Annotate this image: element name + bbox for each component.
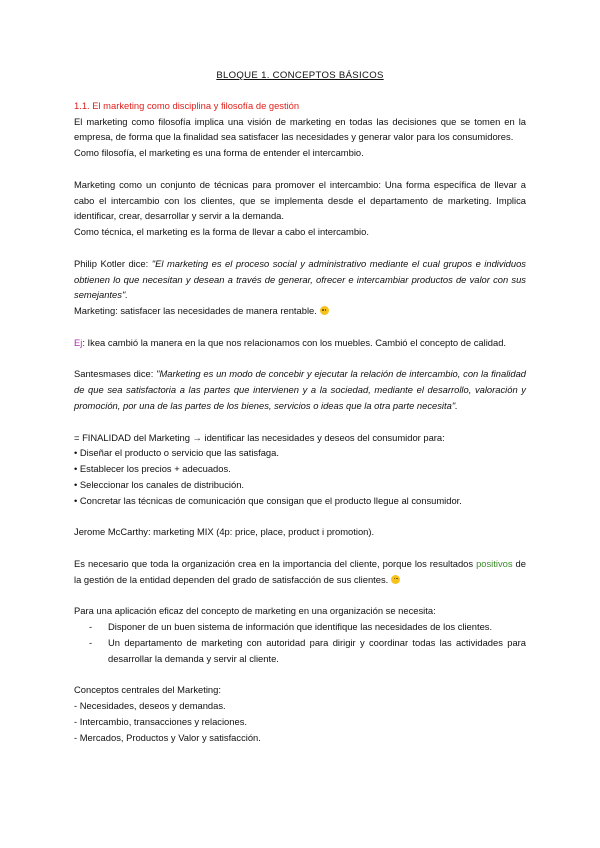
- kotler-quote: "El marketing es el proceso social y administrativo mediante el cual grupos e individuos obtienen lo que necesitan y desean a través de generar, ofrecer e intercambiar productos de valor con sus semejantes".: [74, 257, 526, 301]
- paragraph-philosophy: El marketing como filosofía implica una visión de marketing en todas las decisiones que se tomen en la empresa, de forma que la finalidad sea satisfacer las necesidades y generar valor para los consumidores.: [74, 115, 526, 143]
- aplicacion-list: [74, 619, 526, 666]
- example-paragraph: [74, 335, 526, 351]
- finalidad-list: [74, 445, 526, 508]
- kotler-summary: Marketing: satisfacer las necesidades de manera rentable.: [74, 305, 317, 317]
- santesmases-quote: "Marketing es un modo de concebir y ejecutar la relación de intercambio, con la finalidad de que sea satisfactoria a las partes que intervienen y a la sociedad, mediante el desarrollo, valoración y promoción, por una de las partes de los bienes, servicios o ideas que la otra parte necesita".: [74, 368, 527, 411]
- paragraph-techniques: Marketing como un conjunto de técnicas para promover el intercambio: Una forma específica de llevar a cabo el intercambio con los clientes, que se implementa desde el departamento de marketing. Implica identificar, crear, desarrollar y servir a la demanda.: [74, 178, 526, 222]
- list-item: - Necesidades, deseos y demandas.: [74, 700, 226, 712]
- example-label: Ej: [74, 336, 83, 348]
- kotler-intro: Philip Kotler dice:: [74, 257, 152, 269]
- grinning-face-emoji-icon: [391, 575, 400, 584]
- list-item: - Mercados, Productos y Valor y satisfacción.: [74, 731, 261, 743]
- importance-positive-word: positivos: [476, 557, 513, 569]
- importance-paragraph: [74, 556, 526, 588]
- finalidad-intro: = FINALIDAD del Marketing → identificar las necesidades y deseos del consumidor para:: [74, 431, 445, 443]
- kotler-quote-paragraph: [74, 256, 526, 303]
- list-item: • Diseñar el producto o servicio que las satisfaga.: [74, 447, 279, 459]
- list-item: • Seleccionar los canales de distribución.: [74, 478, 245, 490]
- importance-pre: Es necesario que toda la organización crea en la importancia del cliente, porque los resultados: [74, 557, 477, 569]
- page-title: BLOQUE 1. CONCEPTOS BÁSICOS: [216, 70, 384, 81]
- dash-marker: -: [89, 621, 93, 633]
- dash-marker: -: [89, 636, 93, 648]
- kotler-summary-paragraph: [74, 303, 526, 319]
- paragraph-philosophy-summary: Como filosofía, el marketing es una forma de entender el intercambio.: [74, 147, 364, 159]
- paragraph-techniques-summary: Como técnica, el marketing es la forma de llevar a cabo el intercambio.: [74, 226, 369, 238]
- list-item: • Establecer los precios + adecuados.: [74, 463, 231, 475]
- importance-post: de la gestión de la entidad dependen del grado de satisfacción de sus clientes.: [74, 557, 526, 585]
- list-item: [89, 619, 526, 635]
- list-item: - Intercambio, transacciones y relaciones.: [74, 715, 247, 727]
- list-item: • Concretar las técnicas de comunicación que consigan que el producto llegue al consumidor.: [74, 494, 462, 506]
- smiling-face-emoji-icon: [320, 306, 329, 315]
- list-item-text: Disponer de un buen sistema de información que identifique las necesidades de los clientes.: [108, 621, 493, 633]
- santesmases-paragraph: [74, 366, 526, 413]
- aplicacion-intro: Para una aplicación eficaz del concepto de marketing en una organización se necesita:: [74, 605, 436, 617]
- list-item: [89, 635, 526, 667]
- santesmases-intro: Santesmases dice:: [74, 368, 157, 380]
- example-text: : Ikea cambió la manera en la que nos relacionamos con los muebles. Cambió el concepto de calidad.: [82, 336, 507, 348]
- list-item-text: Un departamento de marketing con autoridad para dirigir y coordinar todas las actividades para desarrollar la demanda y servir al cliente.: [108, 636, 526, 664]
- section-heading: 1.1. El marketing como disciplina y filosofía de gestión: [74, 99, 300, 111]
- conceptos-intro: Conceptos centrales del Marketing:: [74, 684, 221, 696]
- mccarthy-paragraph: Jerome McCarthy: marketing MIX (4p: price, place, product i promotion).: [74, 526, 375, 538]
